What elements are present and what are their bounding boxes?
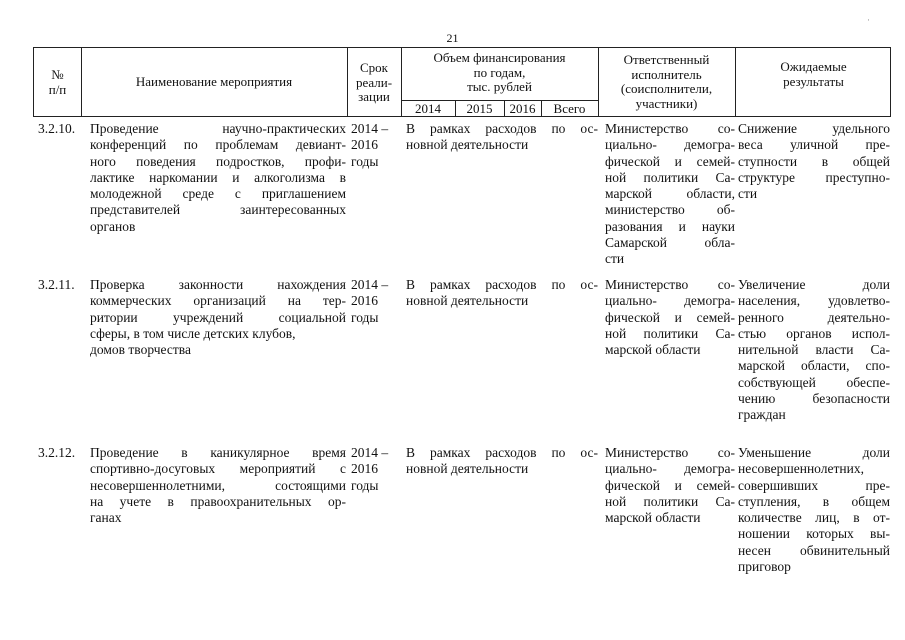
row-number: 3.2.10. (38, 121, 76, 136)
row-funding: В рамках расходов по ос- новной деятельности (406, 121, 598, 153)
row-responsible: Министерство со- циально- демогра- фической и семей- ной политики Са- марской области (605, 445, 735, 526)
header-name: Наименование мероприятия (135, 74, 293, 89)
corner-mark: · (867, 15, 870, 25)
header-term: Срок реали- зации (355, 60, 393, 104)
row-term: 2014 – 2016 годы (351, 277, 389, 325)
header-year-2015: 2015 (466, 101, 493, 116)
header-year-2016: 2016 (509, 101, 536, 116)
table-header (33, 47, 891, 117)
header-results: Ожидаемые результаты (780, 59, 847, 89)
page-number: 21 (446, 31, 459, 45)
row-name: Проведение в каникулярное время спортивно-досуговых мероприятий с несовершеннолетними, состоящими на учете в правоохранительных ор- ганах (90, 445, 346, 526)
row-result: Снижение удельного веса уличной пре- ступности в общей структуре преступно- сти (738, 121, 890, 202)
row-result: Уменьшение доли несовершеннолетних, совершивших пре- ступления, в общем количестве лиц, в от- ношении которых вы- несен обвинительный приговор (738, 445, 890, 575)
header-total: Всего (553, 101, 586, 116)
row-number: 3.2.11. (38, 277, 75, 292)
row-funding: В рамках расходов по ос- новной деятельности (406, 445, 598, 477)
row-number: 3.2.12. (38, 445, 76, 460)
header-responsible: Ответственный исполнитель (соисполнители, участники) (620, 52, 713, 111)
row-responsible: Министерство со- циально- демогра- фической и семей- ной политики Са- марской области (605, 277, 735, 358)
row-funding: В рамках расходов по ос- новной деятельности (406, 277, 598, 309)
row-responsible: Министерство со- циально- демогра- фической и семей- ной политики Са- марской области, министерство об- разования и науки Самарской обла- сти (605, 121, 735, 267)
header-funding: Объем финансирования по годам, тыс. рублей (433, 50, 566, 94)
row-result: Увеличение доли населения, удовлетво- ренного деятельно- стью органов испол- нительной власти Са- марской области, спо- собствующей обеспе- чению безопасности граждан (738, 277, 890, 423)
row-name: Проверка законности нахождения коммерческих организаций на тер- ритории учреждений социальной сферы, в том числе детских клубов, домов творчества (90, 277, 346, 358)
header-num: № п/п (48, 67, 67, 97)
row-term: 2014 – 2016 годы (351, 445, 389, 493)
row-name: Проведение научно-практических конференций по проблемам девиант- ного поведения подростков, профи- лактике наркомании и алкоголизма в молодежной среде с приглашением представителей заинтересованных органов (90, 121, 346, 234)
header-year-2014: 2014 (415, 101, 441, 116)
row-term: 2014 – 2016 годы (351, 121, 389, 169)
